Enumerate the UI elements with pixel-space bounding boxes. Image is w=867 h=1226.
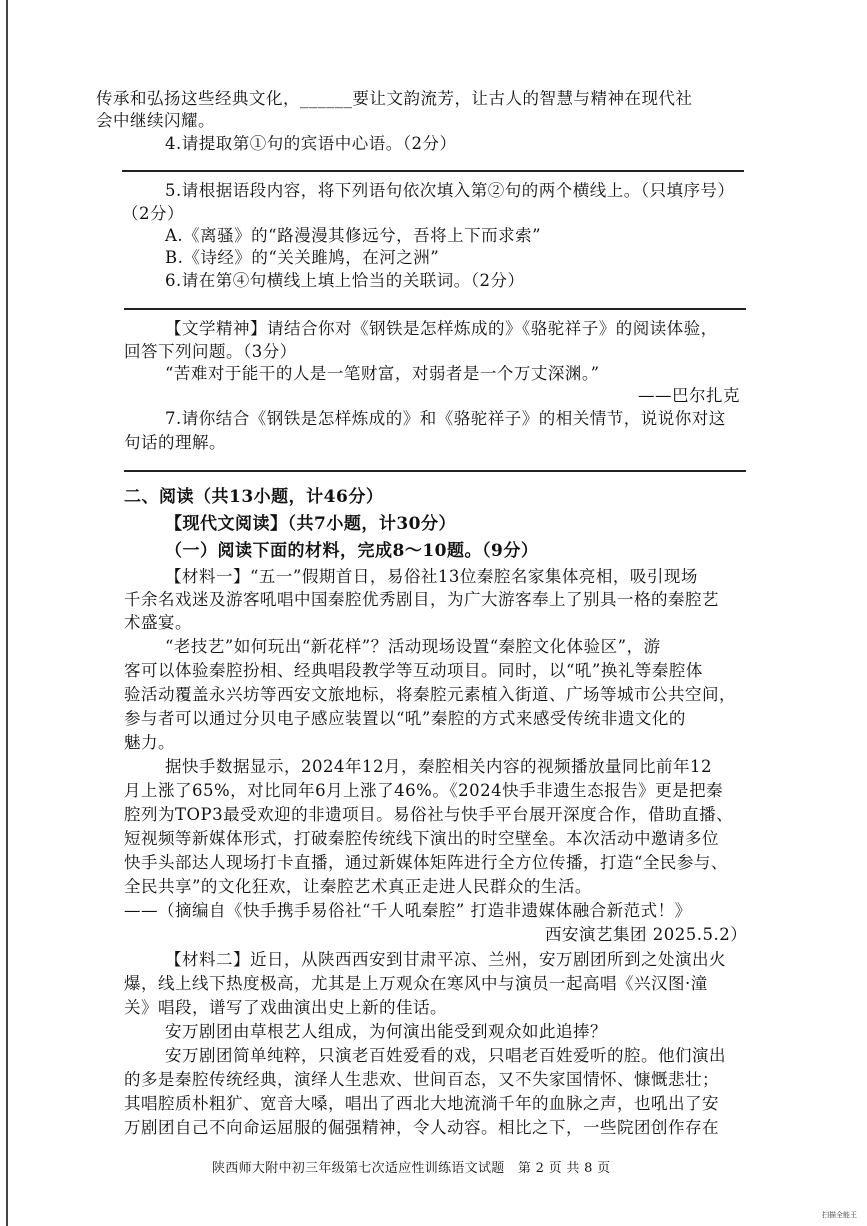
text-line: 快手头部达人现场打卡直播，通过新媒体矩阵进行全方位传播，打造“全民参与、 (124, 853, 728, 872)
material-2: 【材料二】近日，从陕西西安到甘肃平凉、兰州，安万剧团所到之处演出火 (165, 950, 726, 969)
text-line: 参与者可以通过分贝电子感应装置以“吼”秦腔的方式来感受传统非遗文化的 (124, 709, 686, 728)
text-line: 腔列为TOP3最受欢迎的非遗项目。易俗社与快手平台展开深度合作，借助直播、 (124, 805, 734, 824)
text-line: 回答下列问题。（3分） (124, 342, 297, 361)
text-line: 其唱腔质朴粗犷、宽音大嗓，唱出了西北大地流淌千年的血脉之声，也吼出了安 (124, 1094, 719, 1113)
text-line: “老技艺”如何玩出“新花样”？活动现场设置“秦腔文化体验区”，游 (165, 637, 661, 656)
quote-author: ——巴尔扎克 (638, 386, 740, 405)
text-line: 爆，线上线下热度极高，尤其是上万观众在寒风中与演员一起高唱《兴汉图·潼 (124, 974, 708, 993)
question-5: 5.请根据语段内容，将下列语句依次填入第②句的两个横线上。（只填序号） (165, 181, 735, 200)
page-edge (6, 0, 8, 1226)
source-citation: 西安演艺集团 2025.5.2） (545, 925, 748, 944)
text-line: 短视频等新媒体形式，打破秦腔传统线下演出的时空壁垒。本次活动中邀请多位 (124, 829, 719, 848)
material-1: 【材料一】“五一”假期首日，易俗社13位秦腔名家集体亮相，吸引现场 (165, 567, 698, 586)
text-line: （2分） (122, 204, 184, 223)
text-line: 客可以体验秦腔扮相、经典唱段教学等互动项目。同时，以“吼”换礼等秦腔体 (124, 661, 703, 680)
text-line: 验活动覆盖永兴坊等西安文旅地标，将秦腔元素植入街道、广场等城市公共空间， (124, 685, 736, 704)
literary-spirit-intro: 【文学精神】请结合你对《钢铁是怎样炼成的》《骆驼祥子》的阅读体验， (165, 319, 718, 338)
reading-instruction: （一）阅读下面的材料，完成8～10题。（9分） (165, 541, 539, 561)
text-line: 安万剧团简单纯粹，只演老百姓爱看的戏，只唱老百姓爱听的腔。他们演出 (165, 1046, 726, 1065)
text-line: 千余名戏迷及游客吼唱中国秦腔优秀剧目，为广大游客奉上了别具一格的秦腔艺 (124, 590, 719, 609)
option-a: A.《离骚》的“路漫漫其修远兮，吾将上下而求索” (165, 226, 542, 245)
answer-line (124, 470, 746, 472)
text-line: 句话的理解。 (124, 433, 226, 452)
text-line: 魅力。 (124, 733, 175, 752)
text-line: 万剧团自己不向命运屈服的倔强精神，令人动容。相比之下，一些院团创作存在 (124, 1118, 719, 1137)
quote: “苦难对于能干的人是一笔财富，对弱者是一个万丈深渊。” (165, 364, 600, 383)
answer-line (124, 308, 746, 310)
text-line: 全民共享”的文化狂欢，让秦腔艺术真正走进人民群众的生活。 (124, 877, 592, 896)
page-footer: 陕西师大附中初三年级第七次适应性训练语文试题 第 2 页 共 8 页 (212, 1161, 611, 1176)
text-line: 月上涨了65%，对比同年6月上涨了46%。《2024快手非遗生态报告》更是把秦 (124, 781, 724, 800)
scanner-watermark: 扫描全能王 (822, 1211, 857, 1219)
question-4: 4.请提取第①句的宾语中心语。（2分） (165, 134, 457, 153)
text-line: 关》唱段，谱写了戏曲演出史上新的佳话。 (124, 998, 447, 1017)
question-7: 7.请你结合《钢铁是怎样炼成的》和《骆驼祥子》的相关情节，说说你对这 (165, 409, 726, 428)
option-b: B.《诗经》的“关关雎鸠，在河之洲” (165, 248, 440, 267)
source-citation: ——（摘编自《快手携手易俗社“千人吼秦腔” 打造非遗媒体融合新范式！》 (124, 901, 692, 920)
text-line: 据快手数据显示，2024年12月，秦腔相关内容的视频播放量同比前年12 (165, 757, 712, 776)
text-line: 传承和弘扬这些经典文化，______要让文韵流芳，让古人的智慧与精神在现代社 (96, 89, 693, 108)
section-heading: 二、阅读（共13小题，计46分） (124, 487, 384, 507)
subsection-heading: 【现代文阅读】（共7小题，计30分） (165, 514, 456, 534)
answer-line (122, 170, 744, 172)
text-line: 的多是秦腔传统经典，演绎人生悲欢、世间百态，又不失家国情怀、慷慨悲壮； (124, 1070, 719, 1089)
text-line: 会中继续闪耀。 (96, 111, 215, 130)
text-line: 安万剧团由草根艺人组成，为何演出能受到观众如此追捧？ (165, 1022, 607, 1041)
text-line: 术盛宴。 (124, 613, 192, 632)
question-6: 6.请在第④句横线上填上恰当的关联词。（2分） (165, 271, 525, 290)
